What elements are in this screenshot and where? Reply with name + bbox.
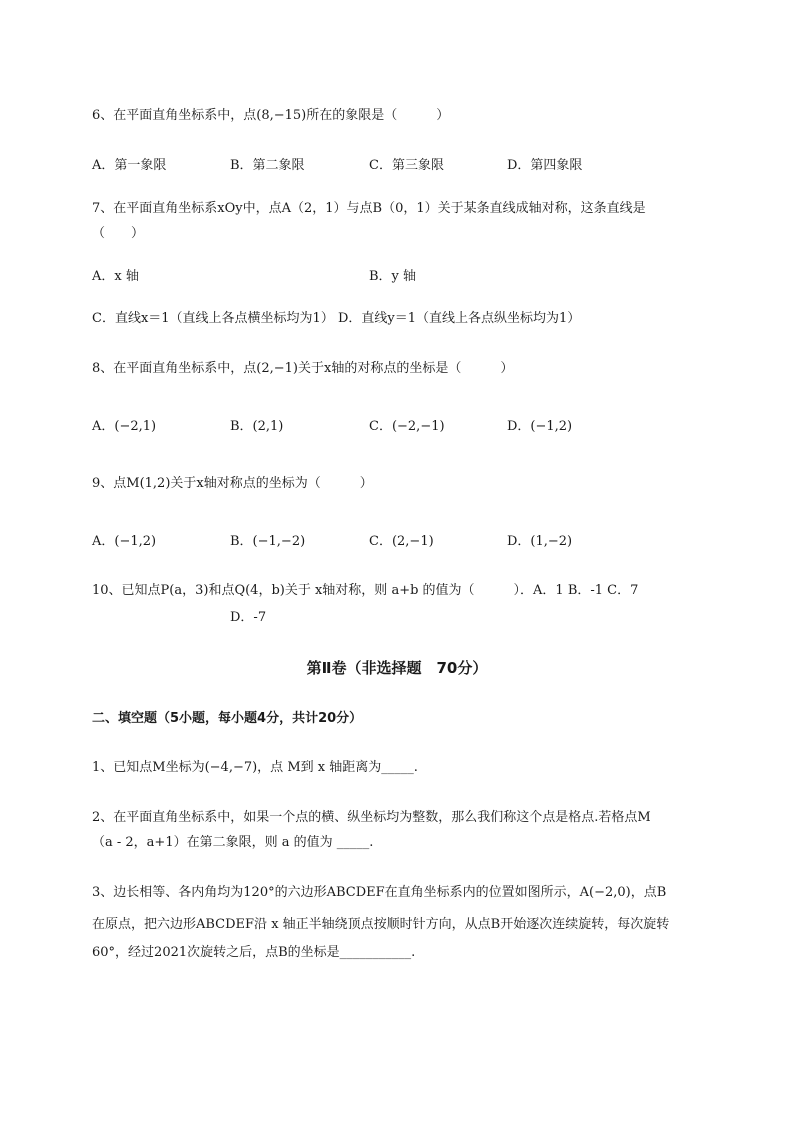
q8-options [92, 418, 712, 436]
q6-option-a: A．第一象限 [92, 158, 167, 173]
q8-option-c: C．(−2,−1) [369, 419, 445, 434]
q7-stem-line2: （ ） [92, 226, 145, 241]
q8-option-d: D．(−1,2) [507, 419, 573, 434]
q8-option-b: B．(2,1) [230, 419, 284, 434]
q9-option-d: D．(1,−2) [507, 534, 573, 549]
q9-options [92, 533, 712, 551]
q7-options-ab [92, 268, 712, 286]
fill-question-1: 1、已知点M坐标为(−4,−7)，点 M到 x 轴距离为_____. [92, 760, 418, 775]
q7-options-cd: C．直线x＝1（直线上各点横坐标均为1） D．直线y＝1（直线上各点纵坐标均为1） [92, 311, 581, 326]
fill-question-3-line2: 在原点，把六边形ABCDEF沿 x 轴正半轴绕顶点按顺时针方向，从点B开始逐次连续旋转，每次旋转 [92, 917, 670, 932]
part2-title: 第Ⅱ卷（非选择题 70分） [306, 659, 488, 677]
fill-question-2-line2: （a - 2，a+1）在第二象限，则 a 的值为 _____. [92, 835, 374, 850]
q8-stem: 8、在平面直角坐标系中，点(2,−1)关于x轴的对称点的坐标是（ ） [92, 361, 514, 376]
fill-question-2-line1: 2、在平面直角坐标系中，如果一个点的横、纵坐标均为整数，那么我们称这个点是格点.若格点M [92, 810, 651, 825]
q6-option-b: B．第二象限 [230, 158, 305, 173]
q6-option-c: C．第三象限 [369, 158, 444, 173]
q9-option-a: A．(−1,2) [92, 534, 157, 549]
q10-line2: D．-7 [230, 610, 267, 625]
q6-option-d: D．第四象限 [507, 158, 583, 173]
q9-option-b: B．(−1,−2) [230, 534, 306, 549]
q6-options [92, 157, 712, 175]
q10-line1: 10、已知点P(a，3)和点Q(4，b)关于 x轴对称，则 a+b 的值为（ ）．A．1 B．-1 C．7 [92, 583, 639, 598]
q9-option-c: C．(2,−1) [369, 534, 434, 549]
fill-question-3-line1: 3、边长相等、各内角均为120°的六边形ABCDEF在直角坐标系内的位置如图所示，A(−2,0)，点B [92, 885, 667, 900]
q7-option-b: B．y 轴 [369, 269, 417, 284]
q7-stem-line1: 7、在平面直角坐标系xOy中，点A（2，1）与点B（0，1）关于某条直线成轴对称，这条直线是 [92, 201, 646, 216]
q9-stem: 9、点M(1,2)关于x轴对称点的坐标为（ ） [92, 476, 373, 491]
section2-heading: 二、填空题（5小题，每小题4分，共计20分） [92, 711, 363, 726]
q7-option-a: A．x 轴 [92, 269, 139, 284]
fill-question-3-line3: 60°，经过2021次旋转之后，点B的坐标是___________. [92, 945, 416, 960]
q6-stem: 6、在平面直角坐标系中，点(8,−15)所在的象限是（ ） [92, 108, 450, 123]
q8-option-a: A．(−2,1) [92, 419, 157, 434]
